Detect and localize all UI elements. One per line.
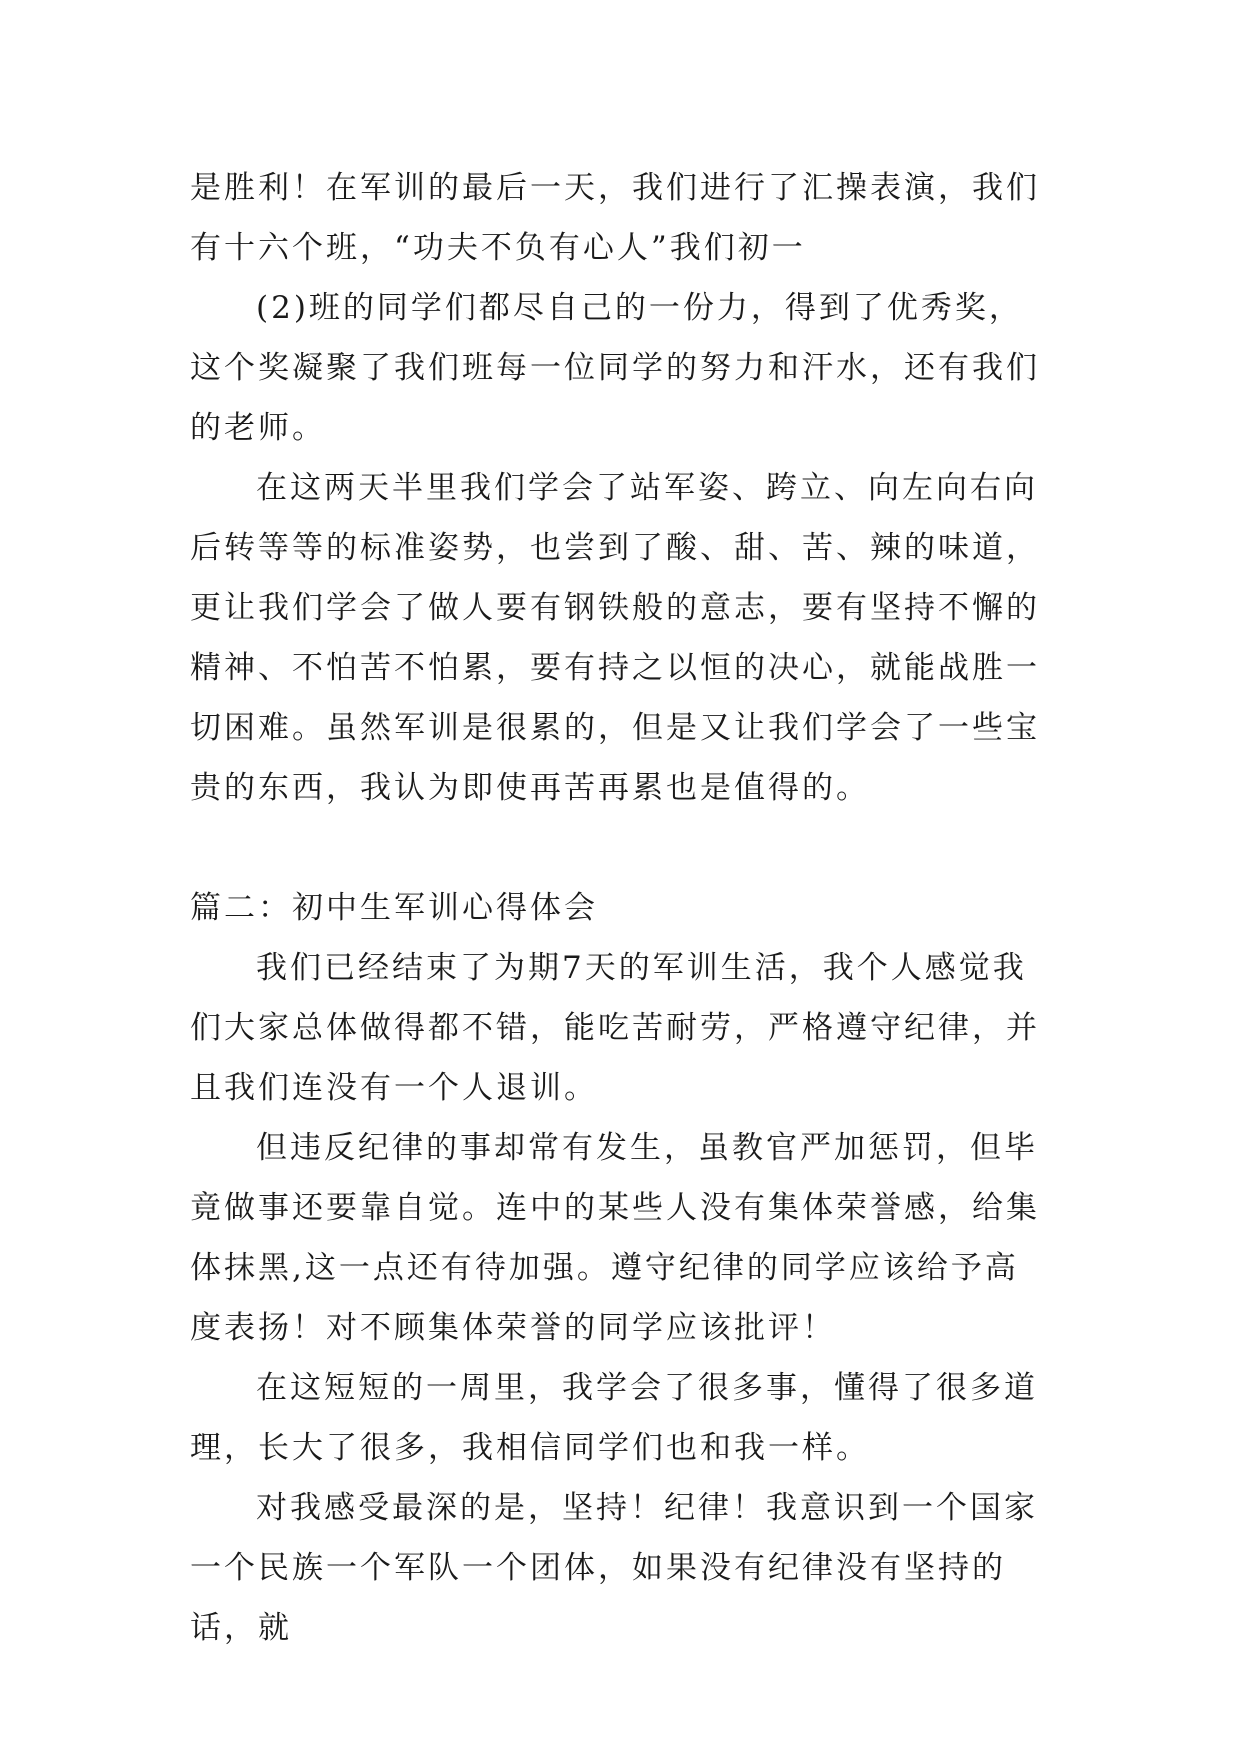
section-heading: 篇二：初中生军训心得体会 [190, 890, 598, 926]
paragraph: 在这两天半里我们学会了站军姿、跨立、向左向右向后转等等的标准姿势，也尝到了酸、甜、苦、辣的味道，更让我们学会了做人要有钢铁般的意志，要有坚持不懈的精神、不怕苦不怕累，要有持之以恒的决心，就能战胜一切困难。虽然军训是很累的，但是又让我们学会了一些宝贵的东西，我认为即使再苦再累也是值得的。 [190, 470, 1040, 806]
paragraph: 在这短短的一周里，我学会了很多事，懂得了很多道理，长大了很多，我相信同学们也和我一样。 [190, 1370, 1038, 1466]
paragraph: 但违反纪律的事却常有发生，虽教官严加惩罚，但毕竟做事还要靠自觉。连中的某些人没有集体荣誉感，给集体抹黑,这一点还有待加强。遵守纪律的同学应该给予高度表扬！对不顾集体荣誉的同学应该批评！ [190, 1130, 1040, 1346]
paragraph: 对我感受最深的是，坚持！纪律！我意识到一个国家一个民族一个军队一个团体，如果没有纪律没有坚持的话，就 [190, 1490, 1038, 1646]
document-body [190, 158, 1052, 1658]
paragraph: 是胜利！在军训的最后一天，我们进行了汇操表演，我们有十六个班，“功夫不负有心人”我们初一 [190, 170, 1040, 266]
section-spacer [190, 818, 1052, 878]
paragraph: (2)班的同学们都尽自己的一份力，得到了优秀奖，这个奖凝聚了我们班每一位同学的努力和汗水，还有我们的老师。 [190, 290, 1040, 446]
paragraph: 我们已经结束了为期7天的军训生活，我个人感觉我们大家总体做得都不错，能吃苦耐劳，严格遵守纪律，并且我们连没有一个人退训。 [190, 950, 1040, 1106]
